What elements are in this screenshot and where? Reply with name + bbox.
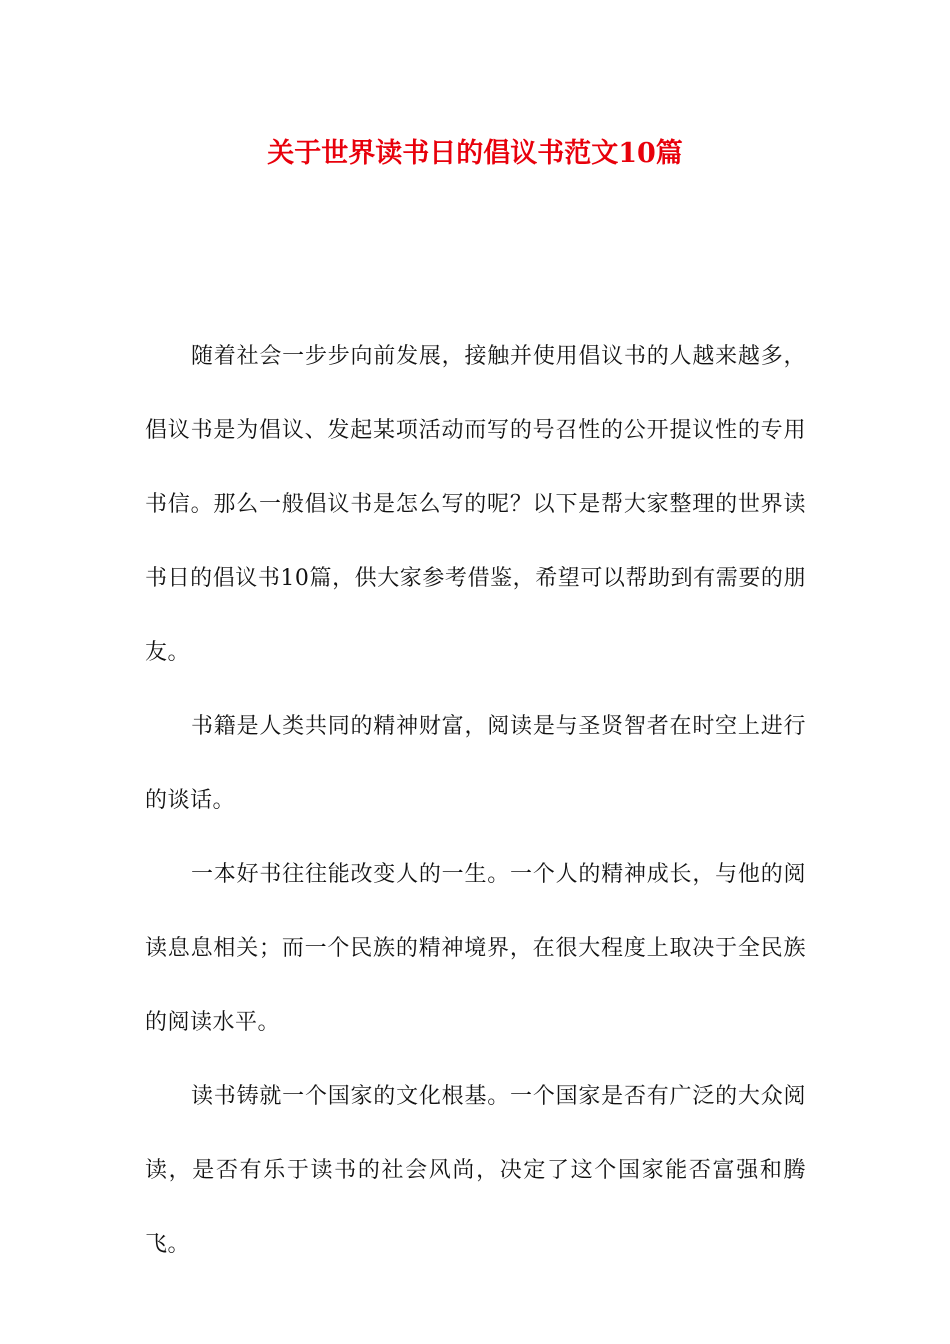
paragraph-good-book: 一本好书往往能改变人的一生。一个人的精神成长，与他的阅读息息相关；而一个民族的精神境界，在很大程度上取决于全民族的阅读水平。 (145, 862, 806, 1035)
paragraph-intro: 随着社会一步步向前发展，接触并使用倡议书的人越来越多，倡议书是为倡议、发起某项活动而写的号召性的公开提议性的专用书信。那么一般倡议书是怎么写的呢？以下是帮大家整理的世界读书日的倡议书10篇，供大家参考借鉴，希望可以帮助到有需要的朋友。 (145, 344, 806, 665)
paragraph-national-culture: 读书铸就一个国家的文化根基。一个国家是否有广泛的大众阅读，是否有乐于读书的社会风尚，决定了这个国家能否富强和腾飞。 (145, 1084, 806, 1257)
paragraph-books-wealth: 书籍是人类共同的精神财富，阅读是与圣贤智者在时空上进行的谈话。 (145, 714, 806, 813)
document-title: 关于世界读书日的倡议书范文10篇 (267, 138, 683, 169)
document-body (145, 320, 806, 1282)
